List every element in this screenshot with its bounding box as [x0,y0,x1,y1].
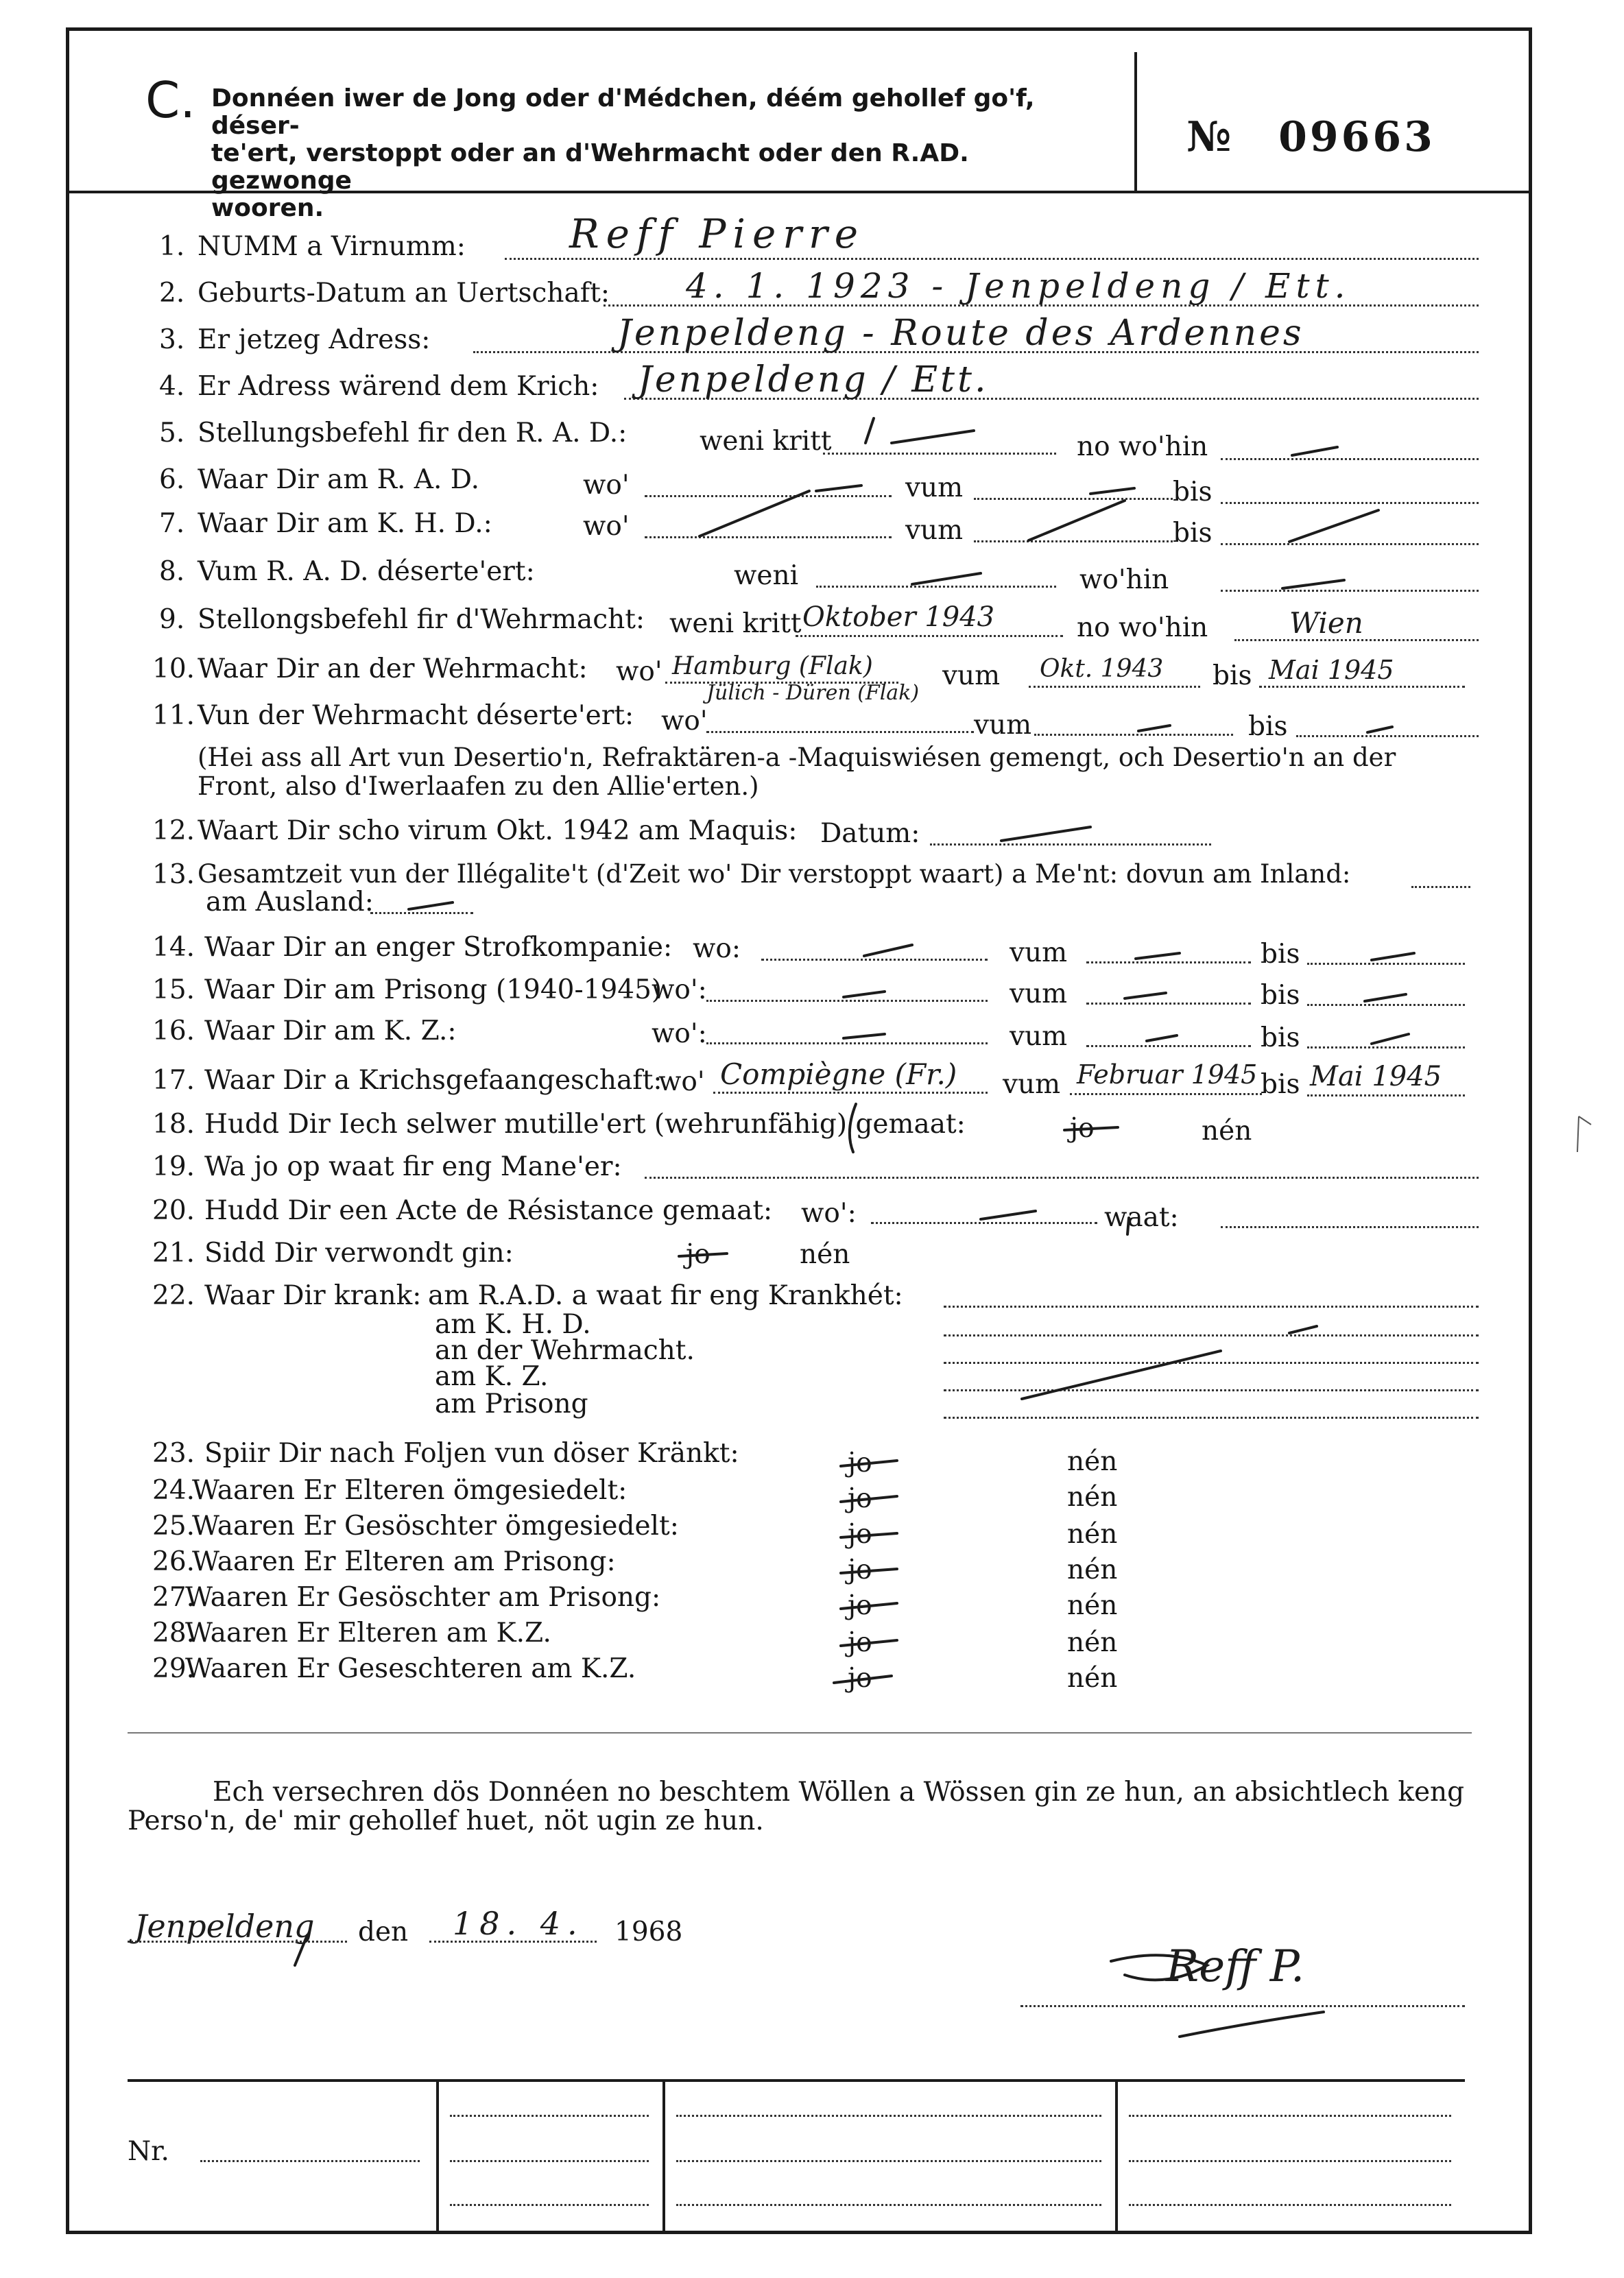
item-29-jo-option: jo [848,1663,872,1694]
item-5-wohin-dash [1292,447,1337,455]
item-13-label: Gesamtzeit vun der Illégalite't (d'Zeit wo' Dir verstoppt waart) a Me'nt: dovun am Inland: [198,859,1351,889]
item-13-dash [409,902,453,909]
item-7-number: 7. [159,508,185,539]
item-22-sub-rad: am R.A.D. a waat fir eng Krankhét: [428,1280,903,1311]
item-10-bis-label: bis [1213,660,1252,691]
item-8-wohin-label: wo'hin [1079,564,1169,595]
item-26-jo-option: jo [848,1555,872,1585]
item-29-number: 29. [152,1653,195,1684]
item-7-bis-dash [1289,510,1378,542]
item-24-label: Waaren Er Elteren ömgesiedelt: [192,1475,628,1506]
item-1-label: NUMM a Virnumm: [198,231,466,262]
item-15-label: Waar Dir am Prisong (1940-1945) [204,974,662,1005]
item-20-label: Hudd Dir een Acte de Résistance gemaat: [204,1195,773,1226]
item-21-number: 21. [152,1238,195,1269]
item-14-number: 14. [152,932,195,963]
item-22-sub-wehrmacht: an der Wehrmacht. [435,1335,695,1366]
item-14-label: Waar Dir an enger Strofkompanie: [204,932,673,963]
item-24-jo-option: jo [848,1483,872,1514]
item-19-label: Wa jo op waat fir eng Mane'er: [204,1151,622,1182]
signature: Reff P. [1166,1941,1305,1992]
item-9-label: Stellongsbefehl fir d'Wehrmacht: [198,604,645,635]
item-14-vum-dash [1136,953,1180,959]
item-18-nen-option: nén [1202,1116,1252,1147]
item-9-number: 9. [159,604,185,635]
item-23-jo-strike [841,1461,897,1466]
item-15-bis-label: bis [1261,980,1300,1011]
item-18-label: Hudd Dir Iech selwer mutille'ert (wehrunfähig) gemaat: [204,1109,966,1140]
item-25-nen-option: nén [1067,1519,1118,1550]
item-11-bis-label: bis [1248,711,1288,742]
item-5-wohin-label: no wo'hin [1077,431,1208,462]
item-10-vum-label: vum [942,660,1001,691]
item-10-wo-value: Hamburg (Flak) [672,652,873,680]
item-11-vum-label: vum [974,710,1032,741]
item-8-weni-dash [912,573,981,584]
item-29-jo-strike [834,1676,892,1683]
item-21-nen-option: nén [800,1239,850,1270]
item-24-jo-strike [841,1496,897,1502]
item-16-vum-label: vum [1010,1021,1068,1052]
item-5-weni-dash [892,431,974,443]
item-22-number: 22. [152,1280,195,1311]
item-23-nen-option: nén [1067,1446,1118,1477]
item-11-note-line-2: Front, also d'Iwerlaafen zu den Allie'erten.) [198,771,759,801]
item-6-bis-label: bis [1173,477,1213,507]
item-25-label: Waaren Er Gesöschter ömgesiedelt: [192,1511,679,1542]
signature-den-label: den [358,1917,409,1947]
item-17-number: 17. [152,1065,195,1096]
item-23-number: 23. [152,1438,195,1469]
item-28-jo-strike [841,1640,897,1646]
declaration-line-1: Ech versechren dös Donnéen no beschtem Wöllen a Wössen gin ze hun, an absichtlech keng [213,1777,1465,1808]
item-20-number: 20. [152,1195,195,1226]
item-11-number: 11. [152,700,195,731]
item-22-slash [1022,1351,1221,1399]
item-11-bis-dash [1368,727,1392,732]
item-5-number: 5. [159,418,185,448]
item-7-wo-label: wo' [583,511,630,542]
signature-flourish [1111,1955,1324,2037]
item-22-label: Waar Dir krank: [204,1280,422,1311]
item-16-number: 16. [152,1016,195,1046]
item-6-wo-dash [816,485,861,491]
item-16-bis-label: bis [1261,1022,1300,1053]
item-21-jo-option: jo [686,1239,710,1270]
form-title-line-2: te'ert, verstoppt oder an d'Wehrmacht oder den R.AD. gezwonge [211,139,969,195]
item-12-number: 12. [152,815,195,846]
section-letter: C. [145,71,196,129]
signature-place: Jenpeldeng [134,1908,315,1945]
item-18-jo-strike [1064,1127,1118,1130]
item-17-wo-value: Compiègne (Fr.) [720,1057,957,1091]
item-17-bis-label: bis [1261,1069,1300,1100]
item-9-weni-value: Oktober 1943 [802,601,995,633]
item-22-sub-prisong: am Prisong [435,1389,588,1419]
item-27-number: 27. [152,1582,195,1613]
item-16-wo-dash [844,1034,885,1038]
item-29-label: Waaren Er Geseschteren am K.Z. [185,1653,636,1684]
item-3-label: Er jetzeg Adress: [198,324,431,355]
item-27-jo-strike [841,1603,897,1609]
item-26-number: 26. [152,1546,195,1577]
item-17-wo-label: wo' [658,1066,705,1097]
item-17-vum-label: vum [1003,1069,1061,1100]
margin-mark [1577,1116,1591,1152]
signature-year: 1968 [614,1917,683,1947]
item-26-label: Waaren Er Elteren am Prisong: [192,1546,616,1577]
item-14-wo-label: wo: [693,933,741,964]
item-18-circle [850,1104,856,1152]
item-17-bis-value: Mai 1945 [1310,1061,1442,1092]
item-1-number: 1. [159,231,185,262]
item-15-vum-dash [1125,993,1166,998]
item-22-dash [1289,1326,1317,1333]
item-2-number: 2. [159,278,185,309]
item-8-weni-label: weni [734,560,799,591]
item-11-wo-note: Jülich - Düren (Flak) [706,681,920,705]
item-7-vum-label: vum [905,515,964,546]
item-23-label: Spiir Dir nach Foljen vun döser Kränkt: [204,1438,739,1469]
item-26-jo-strike [841,1569,897,1573]
item-24-number: 24. [152,1475,195,1506]
item-7-vum-dash [1029,501,1125,540]
item-10-vum-value: Okt. 1943 [1040,655,1164,683]
item-11-wo-label: wo' [661,706,708,736]
item-4-label: Er Adress wärend dem Krich: [198,371,599,402]
item-12-datum-label: Datum: [820,818,920,849]
item-20-wo-label: wo': [801,1198,857,1229]
item-7-wo-dash [700,491,809,536]
item-4-value: Jenpeldeng / Ett. [638,359,989,400]
item-7-bis-label: bis [1173,518,1213,549]
item-4-number: 4. [159,371,185,402]
item-15-wo-label: wo': [652,974,707,1005]
item-10-label: Waar Dir an der Wehrmacht: [198,654,588,684]
item-16-bis-dash [1372,1034,1409,1044]
item-15-vum-label: vum [1010,979,1068,1009]
form-title-line-3: wooren. [211,194,324,222]
item-15-bis-dash [1365,994,1406,1001]
item-6-vum-label: vum [905,472,964,503]
item-12-label: Waart Dir scho virum Okt. 1942 am Maquis: [198,815,798,846]
item-18-number: 18. [152,1109,195,1140]
item-28-number: 28. [152,1618,195,1648]
item-9-wohin-value: Wien [1289,606,1363,640]
item-14-bis-label: bis [1261,939,1300,970]
number-sign: № [1186,113,1234,161]
item-27-nen-option: nén [1067,1590,1118,1621]
item-8-label: Vum R. A. D. déserte'ert: [198,556,535,587]
item-22-sub-kz: am K. Z. [435,1361,549,1392]
item-5-weni-label: weni kritt [700,426,832,457]
item-9-weni-label: weni kritt [669,608,802,639]
item-2-label: Geburts-Datum an Uertschaft: [198,278,610,309]
item-24-nen-option: nén [1067,1482,1118,1513]
item-14-wo-dash [864,945,912,956]
item-25-jo-option: jo [848,1519,872,1550]
item-6-vum-dash [1090,488,1134,494]
item-25-jo-strike [841,1533,897,1537]
item-25-number: 25. [152,1511,195,1542]
item-29-nen-option: nén [1067,1663,1118,1694]
item-23-jo-option: jo [848,1448,872,1478]
item-6-wo-label: wo' [583,470,630,501]
item-8-wohin-dash [1282,580,1344,588]
item-17-label: Waar Dir a Krichsgefaangeschaft: [204,1065,662,1096]
item-19-number: 19. [152,1151,195,1182]
item-10-wo-label: wo' [616,656,662,687]
item-17-vum-value: Februar 1945 [1077,1059,1258,1090]
item-10-number: 10. [152,654,195,684]
item-21-label: Sidd Dir verwondt gin: [204,1238,514,1269]
form-title-line-1: Donnéen iwer de Jong oder d'Médchen, déém gehollef go'f, déser- [211,84,1035,140]
item-28-label: Waaren Er Elteren am K.Z. [185,1618,551,1648]
place-underline-stroke [295,1935,307,1965]
item-28-nen-option: nén [1067,1627,1118,1658]
item-27-jo-option: jo [848,1590,872,1621]
item-11-note-line-1: (Hei ass all Art vun Desertio'n, Refraktären-a -Maquiswiésen gemengt, och Desertio'n an der [198,743,1396,772]
item-14-bis-dash [1372,953,1414,960]
item-28-jo-option: jo [848,1627,872,1658]
item-14-vum-label: vum [1010,937,1068,968]
item-8-number: 8. [159,556,185,587]
number-value: 09663 [1278,113,1435,161]
item-21-jo-strike [679,1254,727,1256]
item-1-value: Reff Pierre [569,211,865,257]
item-11-vum-dash [1138,726,1170,731]
item-20-dash [981,1211,1036,1219]
item-10-bis-value: Mai 1945 [1269,655,1394,685]
item-20-tick [1127,1218,1129,1234]
item-11-label: Vun der Wehrmacht déserte'ert: [198,700,634,731]
item-26-nen-option: nén [1067,1555,1118,1585]
item-5-weni-stroke [865,418,874,443]
item-3-number: 3. [159,324,185,355]
item-15-wo-dash [844,992,885,997]
item-18-jo-option: jo [1070,1113,1095,1144]
signature-date: 18. 4. [453,1905,584,1942]
item-22-sub-khd: am K. H. D. [435,1309,591,1340]
item-6-number: 6. [159,464,185,495]
declaration-line-2: Perso'n, de' mir gehollef huet, nöt ugin ze hun. [128,1806,764,1836]
item-6-label: Waar Dir am R. A. D. [198,464,480,495]
item-12-dash [1001,827,1090,841]
item-2-value: 4. 1. 1923 - Jenpeldeng / Ett. [686,266,1351,306]
item-15-number: 15. [152,974,195,1005]
item-7-label: Waar Dir am K. H. D.: [198,508,492,539]
item-5-label: Stellungsbefehl fir den R. A. D.: [198,418,628,448]
item-16-wo-label: wo': [652,1018,707,1049]
footer-nr-label: Nr. [128,2136,169,2167]
item-27-label: Waaren Er Gesöschter am Prisong: [185,1582,661,1613]
item-16-label: Waar Dir am K. Z.: [204,1016,457,1046]
item-3-value: Jenpeldeng - Route des Ardennes [617,313,1304,354]
item-16-vum-dash [1147,1035,1177,1041]
item-13-number: 13. [152,859,195,890]
item-13-ausland-label: am Ausland: [206,887,374,918]
item-20-waat-label: waat: [1104,1202,1179,1233]
item-9-wohin-label: no wo'hin [1077,612,1208,643]
